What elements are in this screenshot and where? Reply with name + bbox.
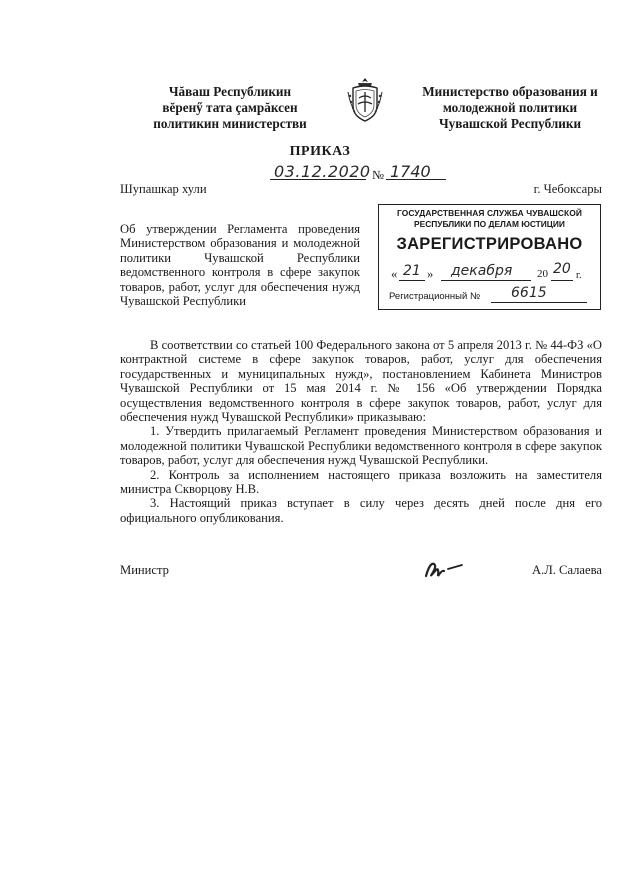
date-underline	[270, 179, 366, 180]
header-left-line: политикин министерстви	[153, 116, 307, 131]
registration-stamp	[378, 204, 601, 310]
order-subject	[120, 222, 360, 308]
stamp-day-open: «	[391, 267, 398, 281]
header-right-line: Министерство образования и	[422, 84, 598, 99]
stamp-reg-label: Регистрационный №	[389, 291, 481, 302]
order-body	[120, 338, 602, 525]
subject-line: ведомственного контроля в сфере закупок	[120, 265, 360, 280]
stamp-line2: РЕСПУБЛИКИ ПО ДЕЛАМ ЮСТИЦИИ	[414, 219, 565, 229]
order-number: 1740	[390, 162, 431, 181]
body-paragraph: 3. Настоящий приказ вступает в силу через десять дней после дня его официального опубликования.	[120, 496, 602, 525]
stamp-month-underline	[441, 280, 531, 281]
signature-name: А.Л. Салаева	[531, 563, 602, 577]
stamp-year-prefix: 20	[537, 268, 548, 280]
order-date: 03.12.2020	[274, 162, 371, 181]
stamp-reg-underline	[491, 302, 587, 303]
stamp-day-underline	[399, 280, 425, 281]
header-right-line: Чувашской Республики	[438, 116, 582, 131]
subject-line: политики Чувашской Республики	[120, 250, 360, 265]
number-underline	[386, 179, 446, 180]
stamp-reg-number: 6615	[511, 285, 547, 301]
signature-position: Министр	[120, 563, 169, 577]
subject-line: товаров, работ, услуг для обеспечения нужд	[120, 279, 360, 294]
stamp-year-underline	[551, 280, 573, 281]
subject-line: Чувашской Республики	[120, 294, 246, 309]
stamp-line1: ГОСУДАРСТВЕННАЯ СЛУЖБА ЧУВАШСКОЙ	[397, 208, 582, 218]
header-left-line: Чăваш Республикин	[168, 84, 292, 99]
order-title: ПРИКАЗ	[289, 144, 351, 159]
stamp-registered: ЗАРЕГИСТРИРОВАНО	[396, 235, 583, 253]
number-sign: №	[372, 168, 385, 182]
body-paragraph: В соответствии со статьей 100 Федерального закона от 5 апреля 2013 г. № 44-ФЗ «О контрактной системе в сфере закупок товаров, работ, услуг для обеспечения государственных и муниципальных нужд», постановлением Кабинета Министров Чувашской Республики от 15 мая 2014 г. № 156 «Об утверждении Порядка осуществления ведомственного контроля в сфере закупок товаров, работ, услуг для обеспечения нужд Чувашской Республики» приказываю:	[120, 338, 602, 425]
order-date-number	[270, 160, 452, 182]
subject-line: Министерством образования и молодежной	[120, 236, 360, 251]
stamp-year-suffix: 20	[553, 261, 571, 277]
stamp-year-abbr: г.	[576, 270, 582, 281]
place-left: Шупашкар хули	[120, 182, 207, 196]
body-paragraph: 2. Контроль за исполнением настоящего приказа возложить на заместителя министра Скворцову Н.В.	[120, 467, 602, 497]
subject-line: Об утверждении Регламента проведения	[120, 222, 360, 236]
header-left-line: вĕренӳ тата çамрăксен	[162, 100, 298, 115]
header-left-ministry-chuvash	[130, 84, 330, 132]
chuvash-coat-of-arms-icon	[345, 76, 385, 124]
stamp-month: декабря	[451, 263, 513, 279]
header-right-ministry-russian	[404, 84, 616, 132]
header-right-line: молодежной политики	[442, 100, 578, 115]
stamp-day: 21	[403, 263, 421, 279]
handwritten-signature	[420, 556, 466, 582]
stamp-day-close: »	[427, 267, 434, 281]
place-right: г. Чебоксары	[533, 182, 602, 196]
body-paragraph: 1. Утвердить прилагаемый Регламент проведения Министерством образования и молодежной политики Чувашской Республики ведомственного контроля в сфере закупок товаров, работ, услуг для обеспечения нужд Чувашской Республики.	[120, 424, 602, 468]
